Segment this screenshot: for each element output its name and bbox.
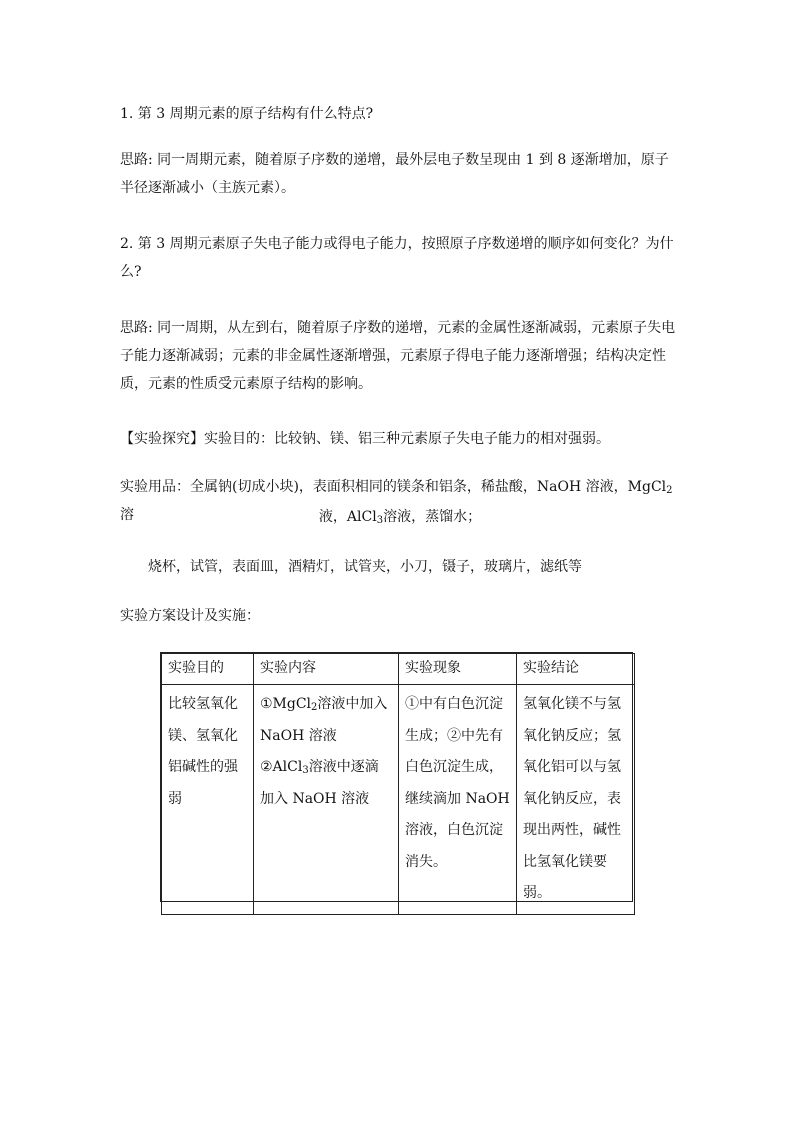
- header-phenomenon: 实验现象: [399, 654, 517, 685]
- cell-content: [254, 685, 399, 915]
- experiment-heading: 【实验探究】实验目的：比较钠、镁、铝三种元素原子失电子能力的相对强弱。: [120, 431, 610, 447]
- content-2-text: ②AlCl: [260, 759, 303, 775]
- content-2-tail: 溶液中逐滴加入 NaOH 溶液: [260, 759, 379, 807]
- supplies-line-2: [120, 503, 680, 531]
- answer-2: 思路: 同一周期，从左到右，随着原子序数的递增，元素的金属性逐渐减弱，元素原子失电子能力逐渐减弱；元素的非金属性逐渐增强，元素原子得电子能力逐渐增强；结构决定性质，元素的性质受元素原子结构的影响。: [120, 320, 676, 392]
- content-1-text: ①MgCl: [260, 696, 312, 712]
- question-1: 1. 第 3 周期元素的原子结构有什么特点?: [120, 106, 374, 122]
- plan-heading: 实验方案设计及实施：: [120, 608, 260, 624]
- supplies-line-2-text: 液，AlCl: [318, 509, 377, 525]
- supplies-line-1-text: 实验用品：全属钠(切成小块)，表面积相同的镁条和铝条，稀盐酸，NaOH 溶液，MgCl: [120, 479, 667, 495]
- supplies-line-1-tail: 溶: [120, 507, 134, 523]
- content-1-subscript: 2: [311, 702, 318, 713]
- table-row: [162, 685, 635, 915]
- cell-phenomenon: ①中有白色沉淀生成；②中先有白色沉淀生成，继续滴加 NaOH 溶液，白色沉淀消失。: [399, 685, 517, 915]
- supplies-line-1-subscript: 2: [666, 485, 673, 496]
- answer-1: 思路: 同一周期元素，随着原子序数的递增，最外层电子数呈现由 1 到 8 逐渐增加，原子半径逐渐减小（主族元素）。: [120, 152, 669, 196]
- experiment-table-grid: [161, 653, 635, 915]
- header-conclusion: 实验结论: [517, 654, 635, 685]
- cell-conclusion: 氢氧化镁不与氢氧化钠反应；氢氧化铝可以与氢氧化钠反应，表现出两性，碱性比氢氧化镁要弱。: [517, 685, 635, 915]
- supplies-line-3: 烧杯，试管，表面皿，酒精灯，试管夹，小刀，镊子，玻璃片，滤纸等: [148, 559, 582, 575]
- supplies-line-2-tail: 溶液，蒸馏水；: [383, 509, 482, 525]
- supplies-line-2-subscript: 3: [376, 515, 384, 526]
- experiment-table: [160, 652, 633, 902]
- question-2: 2. 第 3 周期元素原子失电子能力或得电子能力，按照原子序数递增的顺序如何变化？为什么?: [120, 236, 674, 280]
- header-purpose: 实验目的: [162, 654, 254, 685]
- content-2-subscript: 3: [302, 765, 309, 776]
- table-header-row: [162, 654, 635, 685]
- header-content: 实验内容: [254, 654, 399, 685]
- cell-purpose: 比较氢氧化镁、氢氧化铝碱性的强弱: [162, 685, 254, 915]
- content-1-tail: 溶液中加入 NaOH 溶液: [260, 696, 388, 744]
